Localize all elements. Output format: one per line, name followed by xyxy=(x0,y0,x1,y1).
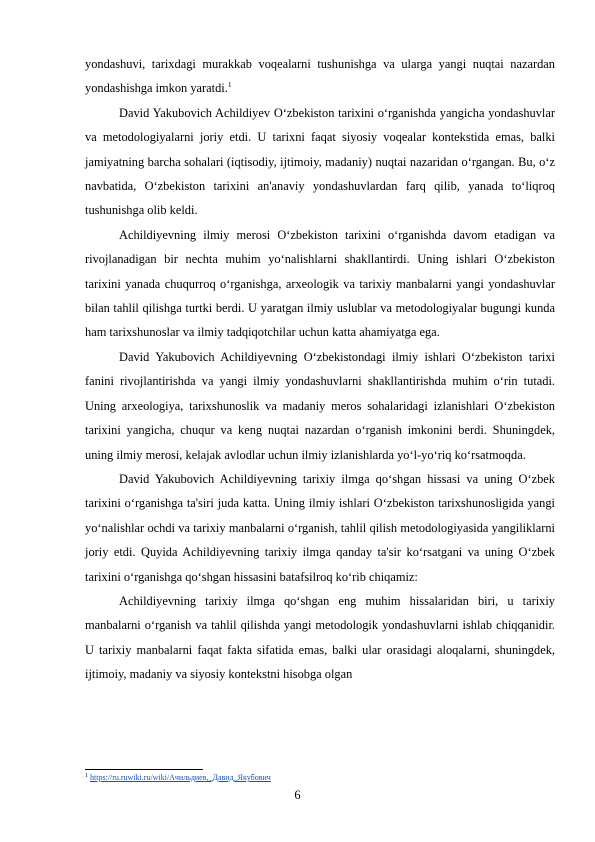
page-number: 6 xyxy=(294,788,301,802)
paragraph-3: Achildiyevning ilmiy merosi O‘zbekiston tarixini o‘rganishda davom etadigan va rivojlanadigan bir nechta muhim yo‘nalishlarni shakllantirdi. Uning ishlari O‘zbekiston tarixini yanada chuqurroq o‘rganishga, arxeologik va tarixiy manbalarni yangi yondashuvlar bilan tahlil qilishga turtki berdi. U yaratgan ilmiy uslublar va metodologiyalar bugungi kunda ham tarixshunoslar va ilmiy tadqiqotchilar uchun katta ahamiyatga ega. xyxy=(85,227,555,340)
footnote-number: 1 xyxy=(85,773,88,779)
footnote-marker[interactable]: 1 xyxy=(227,80,232,90)
paragraph-6: Achildiyevning tarixiy ilmga qo‘shgan eng muhim hissalaridan biri, u tarixiy manbalarni o‘rganish va tahlil qilishda yangi metodologik yondashuvlarni ishlab chiqqanidir. U tarixiy manbalarni faqat fakta sifatida emas, balki ular orasidagi aloqalarni, shuningdek, ijtimoiy, madaniy va siyosiy kontekstni hisobga olgan xyxy=(85,593,555,682)
paragraph-2: David Yakubovich Achildiyev O‘zbekiston tarixini o‘rganishda yangicha yondashuvlar va metodologiyalarni joriy etdi. U tarixni faqat siyosiy voqealar kontekstida emas, balki jamiyatning barcha sohalari (iqtisodiy, ijtimoiy, madaniy) nuqtai nazaridan o‘rgangan. Bu, o‘z navbatida, O‘zbekiston tarixini an'anaviy yondashuvlardan farq qilib, yanada to‘liqroq tushunishga olib keldi. xyxy=(85,105,555,218)
footnote-divider xyxy=(85,769,203,770)
paragraph-4: David Yakubovich Achildiyevning O‘zbekistondagi ilmiy ishlari O‘zbekiston tarixi fanini rivojlantirishda va yangi ilmiy yondashuvlarni shakllantirishda muhim o‘rin tutadi. Uning arxeologiya, tarixshunoslik va madaniy meros sohalaridagi izlanishlari O‘zbekiston tarixini yangicha, chuqur va keng nuqtai nazardan o‘rganish imkonini berdi. Shuningdek, uning ilmiy merosi, kelajak avlodlar uchun ilmiy izlanishlarda yo‘l-yo‘riq ko‘rsatmoqda. xyxy=(85,349,555,462)
footnote-link[interactable]: https://ru.ruwiki.ru/wiki/Ачильдиев,_Давид_Якубович xyxy=(90,773,271,782)
paragraph-1-text: yondashuvi, tarixdagi murakkab voqealarni tushunishga va ularga yangi nuqtai nazardan yondashishga imkon yaratdi. xyxy=(85,57,555,96)
paragraph-5: David Yakubovich Achildiyevning tarixiy ilmga qo‘shgan hissasi va uning O‘zbek tarixini o‘rganishga ta'siri juda katta. Uning ilmiy ishlari O‘zbekiston tarixshunosligida yangi yo‘nalishlar ochdi va tarixiy manbalarni o‘rganish, tahlil qilish metodologiyasida yangiliklarni joriy etdi. Quyida Achildiyevning tarixiy ilmga qanday ta'sir ko‘rsatgani va uning O‘zbek tarixini o‘rganishga qo‘shgan hissasini batafsilroq ko‘rib chiqamiz: xyxy=(85,471,555,584)
paragraph-1 xyxy=(85,52,555,101)
main-text xyxy=(85,52,555,687)
footnote xyxy=(85,773,271,783)
